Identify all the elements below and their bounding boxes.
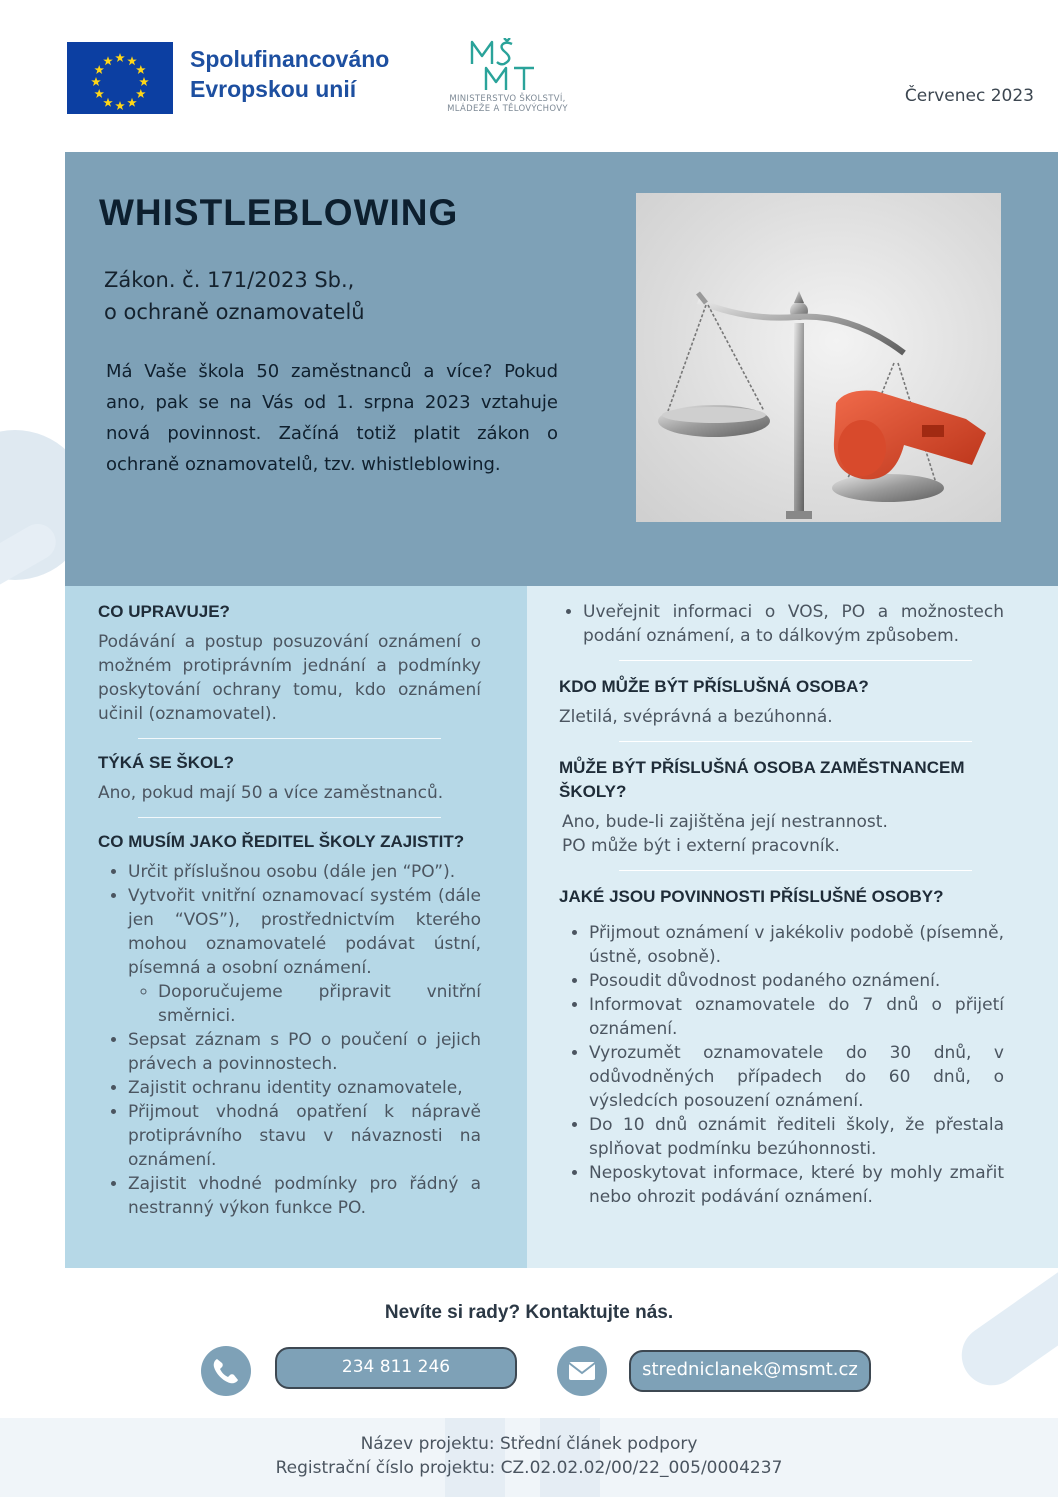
email-link[interactable]: stredniclanek@msmt.cz (629, 1350, 871, 1392)
law-subtitle (104, 264, 365, 328)
right-column (527, 586, 1058, 1268)
left-column (65, 586, 527, 1268)
section-heading-who-can-be-po: KDO MŮŽE BÝT PŘÍSLUŠNÁ OSOBA? (559, 677, 869, 696)
director-duties-list (98, 860, 481, 1220)
eu-stars-icon (67, 42, 173, 114)
eu-text-line1: Spolufinancováno (190, 46, 390, 72)
list-item (128, 884, 481, 1028)
section-heading-po-duties: JAKÉ JSOU POVINNOSTI PŘÍSLUŠNÉ OSOBY? (559, 887, 944, 906)
divider (619, 660, 972, 661)
section-text-schools: Ano, pokud mají 50 a více zaměstnanců. (98, 783, 444, 803)
msmt-logo (468, 38, 548, 94)
scales-whistle-illustration (636, 193, 1001, 522)
list-item: • Uveřejnit informaci o VOS, PO a možnostech podání oznámení, a to dálkovým způsobem. (583, 600, 1004, 648)
list-item: • Vyrozumět oznamovatele do 30 dnů, v odůvodněných případech do 60 dnů, o výsledcích posouzení oznámení. (589, 1041, 1004, 1113)
divider (138, 738, 441, 739)
project-info (0, 1432, 1058, 1480)
eu-cofinance-text (190, 44, 389, 104)
issue-date: Červenec 2023 (904, 86, 1034, 106)
section-text-po-employee-1: Ano, bude-li zajištěna její nestrannost. (562, 812, 888, 832)
po-duties-list (559, 921, 1004, 1209)
msmt-line1: MINISTERSTVO ŠKOLSTVÍ, (449, 94, 566, 104)
project-name: Název projektu: Střední článek podpory (360, 1434, 698, 1454)
phone-icon (201, 1346, 251, 1396)
page-title: WHISTLEBLOWING (99, 192, 459, 233)
list-item: • Přijmout oznámení v jakékoliv podobě (písemně, ústně, osobně). (589, 921, 1004, 969)
section-heading-director-duties: CO MUSÍM JAKO ŘEDITEL ŠKOLY ZAJISTIT? (98, 832, 465, 851)
divider (619, 741, 972, 742)
mail-icon (557, 1346, 607, 1396)
law-subtitle-line2: o ochraně oznamovatelů (104, 300, 365, 324)
section-heading-schools: TÝKÁ SE ŠKOL? (98, 753, 235, 772)
list-item: • Zajistit vhodné podmínky pro řádný a nestranný výkon funkce PO. (128, 1172, 481, 1220)
eu-flag-logo (67, 42, 173, 114)
footer (0, 1268, 1058, 1497)
decor-stripe-right (950, 1268, 1058, 1397)
scales-illustration-icon (636, 193, 1001, 522)
list-item: • Zajistit ochranu identity oznamovatele, (128, 1076, 481, 1100)
law-subtitle-line1: Zákon. č. 171/2023 Sb., (104, 268, 355, 292)
list-item: • Sepsat záznam s PO o poučení o jejich právech a povinnostech. (128, 1028, 481, 1076)
section-text-who-can-be-po: Zletilá, svéprávná a bezúhonná. (559, 707, 833, 727)
section-text-po-employee-2: PO může být i externí pracovník. (562, 836, 840, 856)
list-item: • Určit příslušnou osobu (dále jen “PO”). (128, 860, 481, 884)
hero-section (65, 152, 1058, 586)
msmt-line2: MLÁDEŽE A TĚLOVÝCHOVY (447, 104, 568, 114)
msmt-monogram-icon (468, 38, 548, 94)
sub-list (128, 980, 481, 1028)
director-duties-list-continued (559, 600, 1004, 648)
list-item: • Do 10 dnů oznámit řediteli školy, že přestala splňovat podmínku bezúhonnosti. (589, 1113, 1004, 1161)
msmt-ministry-name (420, 94, 595, 114)
divider (619, 870, 972, 871)
eu-text-line2: Evropskou unií (190, 76, 357, 102)
list-item: • Neposkytovat informace, které by mohly zmařit nebo ohrozit podávání oznámení. (589, 1161, 1004, 1209)
section-text-scope: Podávání a postup posuzování oznámení o možném protiprávním jednání a podmínky poskytování ochrany tomu, kdo oznámení učinil (oznamovatel). (98, 632, 481, 724)
divider (138, 817, 441, 818)
sub-list-item: ◦ Doporučujeme připravit vnitřní směrnici. (158, 980, 481, 1028)
list-item-text: Vytvořit vnitřní oznamovací systém (dále jen “VOS”), prostřednictvím kterého mohou oznamovatelé podávat ústní, písemná a osobní oznámení. (128, 886, 481, 978)
list-item: • Přijmout vhodná opatření k nápravě protiprávního stavu v návaznosti na oznámení. (128, 1100, 481, 1172)
section-heading-po-employee: MŮŽE BÝT PŘÍSLUŠNÁ OSOBA ZAMĚSTNANCEM ŠKOLY? (559, 758, 965, 801)
project-registration: Registrační číslo projektu: CZ.02.02.02/00/22_005/0004237 (275, 1458, 783, 1478)
list-item: • Posoudit důvodnost podaného oznámení. (589, 969, 1004, 993)
contact-heading: Nevíte si rady? Kontaktujte nás. (384, 1302, 674, 1323)
intro-paragraph: Má Vaše škola 50 zaměstnanců a více? Pokud ano, pak se na Vás od 1. srpna 2023 vztahuje nová povinnost. Začíná totiž platit zákon o ochraně oznamovatelů, tzv. whistleblowing. (106, 361, 558, 475)
list-item: • Informovat oznamovatele do 7 dnů o přijetí oznámení. (589, 993, 1004, 1041)
header (0, 0, 1058, 152)
section-heading-scope: CO UPRAVUJE? (98, 602, 230, 621)
phone-number-link[interactable]: 234 811 246 (275, 1347, 517, 1389)
